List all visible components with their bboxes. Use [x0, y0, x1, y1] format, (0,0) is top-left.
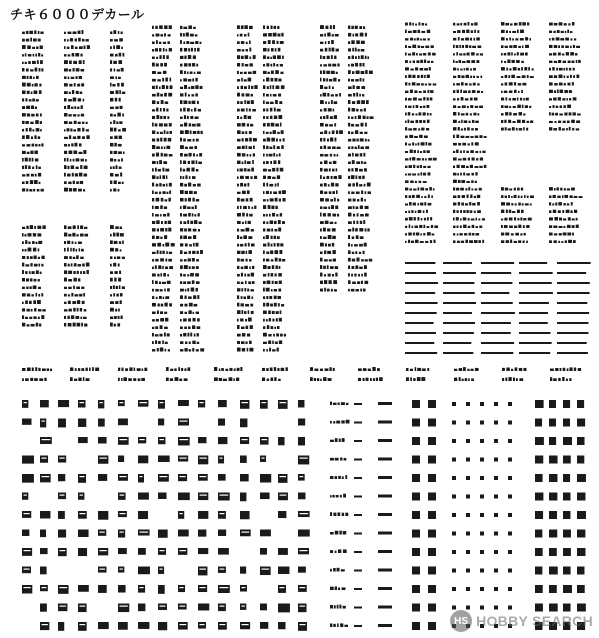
watermark [450, 610, 593, 632]
watermark-text: HOBBY SEARCH [476, 613, 593, 629]
decal-glyph-grid [22, 400, 392, 631]
sheet-title: チキ６０００デカール [10, 8, 145, 23]
decal-block-left-1 [22, 30, 90, 191]
decal-block-mid-2 [237, 25, 286, 351]
hobby-search-logo-icon: HS [450, 610, 472, 632]
decal-block-mid-1 [152, 25, 204, 351]
decal-block-right [405, 22, 583, 243]
decal-block-left-1b [110, 30, 126, 191]
stripe-decals [405, 262, 591, 354]
decal-block-left-2 [22, 225, 89, 326]
decal-block-mid-3 [320, 25, 373, 291]
decal-block-left-2b [110, 225, 125, 326]
decal-label-row [22, 367, 581, 381]
decal-square-grid [412, 400, 586, 630]
